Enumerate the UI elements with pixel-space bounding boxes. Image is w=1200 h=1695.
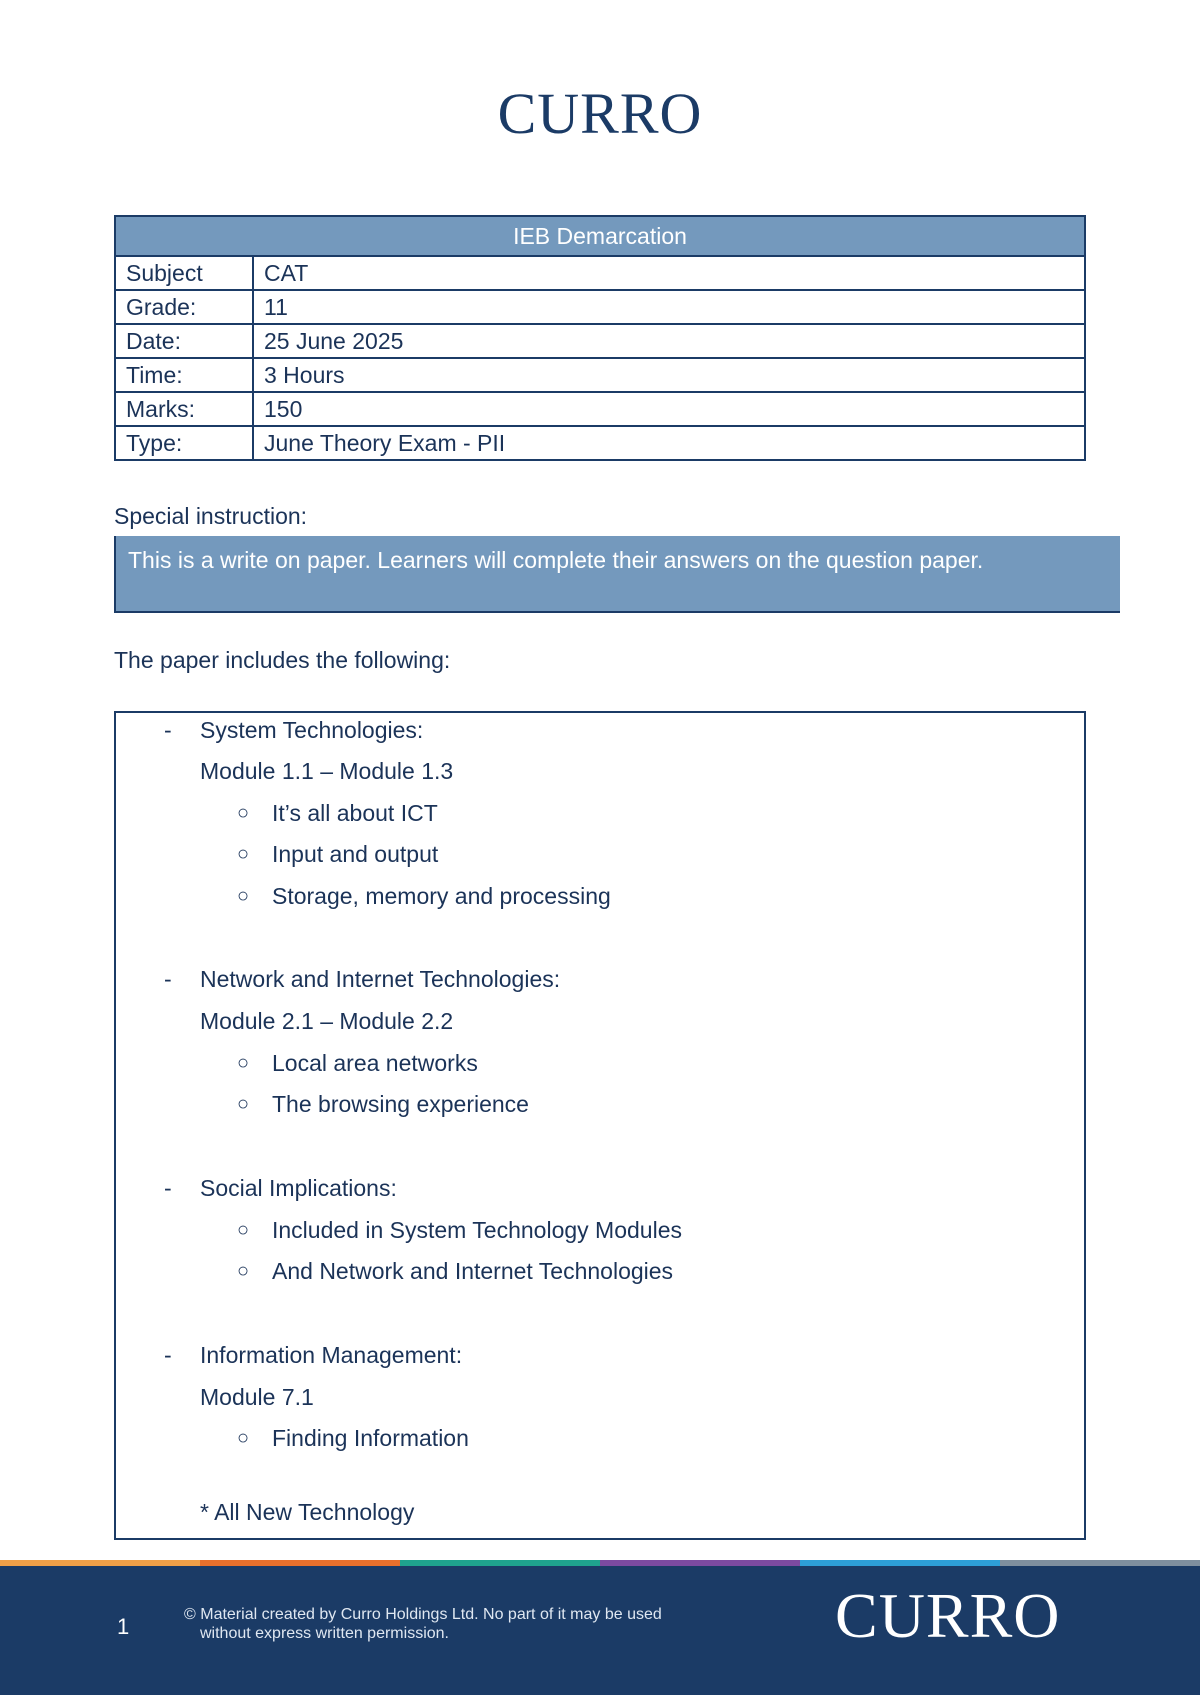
section-modules: Module 7.1: [200, 1384, 314, 1410]
dash-marker: -: [164, 966, 172, 992]
row-label-subject: Subject: [115, 256, 253, 290]
section-heading: Information Management:: [200, 1342, 463, 1368]
section-heading: Network and Internet Technologies:: [200, 966, 561, 992]
section-modules: Module 1.1 – Module 1.3: [200, 758, 454, 784]
list-item: It’s all about ICT: [272, 800, 438, 826]
bullet-marker: ○: [237, 1052, 250, 1074]
demarcation-table: [114, 215, 1086, 461]
list-item: Finding Information: [272, 1425, 469, 1451]
bullet-marker: ○: [237, 1219, 250, 1241]
table-header-row: [115, 216, 1085, 256]
list-item: Storage, memory and processing: [272, 883, 611, 909]
table-title: IEB Demarcation: [115, 216, 1085, 256]
contents-box: [114, 711, 1086, 1540]
list-item: Input and output: [272, 841, 439, 867]
page-number: 1: [117, 1614, 130, 1639]
bullet-marker: ○: [237, 1427, 250, 1449]
bullet-marker: ○: [237, 802, 250, 824]
row-value-grade: 11: [253, 290, 1085, 324]
row-value-subject: CAT: [253, 256, 1085, 290]
dash-marker: -: [164, 1342, 172, 1368]
footer: [0, 1566, 1200, 1695]
row-label-date: Date:: [115, 324, 253, 358]
table-row: [115, 358, 1085, 392]
row-value-type: June Theory Exam - PII: [253, 426, 1085, 460]
copyright-line: without express written permission.: [200, 1625, 449, 1642]
curro-footer-logo: CURRO: [835, 1580, 1061, 1651]
section-heading: System Technologies:: [200, 717, 424, 743]
bullet-marker: ○: [237, 1093, 250, 1115]
copyright-line: © Material created by Curro Holdings Ltd. No part of it may be used: [184, 1606, 662, 1623]
table-row: [115, 392, 1085, 426]
table-row: [115, 324, 1085, 358]
section-modules: Module 2.1 – Module 2.2: [200, 1008, 454, 1034]
dash-marker: -: [164, 717, 172, 743]
special-instruction-label: Special instruction:: [114, 503, 308, 529]
list-item: Included in System Technology Modules: [272, 1217, 682, 1243]
row-value-marks: 150: [253, 392, 1085, 426]
note-text: * All New Technology: [200, 1499, 415, 1525]
table-row: [115, 426, 1085, 460]
row-label-grade: Grade:: [115, 290, 253, 324]
row-label-marks: Marks:: [115, 392, 253, 426]
copyright-notice: [184, 1605, 662, 1643]
row-label-type: Type:: [115, 426, 253, 460]
table-row: [115, 256, 1085, 290]
list-item: Local area networks: [272, 1050, 478, 1076]
bullet-marker: ○: [237, 843, 250, 865]
row-value-date: 25 June 2025: [253, 324, 1085, 358]
section-heading: Social Implications:: [200, 1175, 397, 1201]
curro-logo: CURRO: [497, 81, 703, 146]
bullet-marker: ○: [237, 1260, 250, 1282]
list-item: The browsing experience: [272, 1091, 529, 1117]
dash-marker: -: [164, 1175, 172, 1201]
row-value-time: 3 Hours: [253, 358, 1085, 392]
table-row: [115, 290, 1085, 324]
bullet-marker: ○: [237, 885, 250, 907]
includes-label: The paper includes the following:: [114, 647, 451, 673]
row-label-time: Time:: [115, 358, 253, 392]
list-item: And Network and Internet Technologies: [272, 1258, 674, 1284]
special-instruction-box: This is a write on paper. Learners will complete their answers on the question paper.: [114, 536, 1120, 613]
